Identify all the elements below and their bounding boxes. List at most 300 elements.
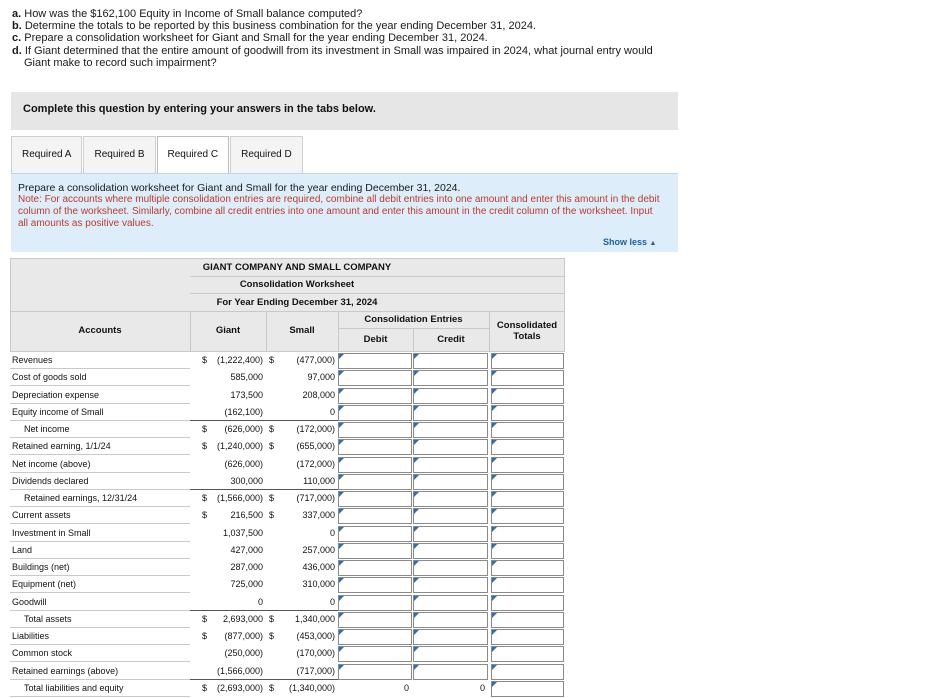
input-marker-icon — [339, 492, 344, 497]
col-small: Small — [289, 325, 315, 336]
credit-input[interactable] — [413, 526, 488, 542]
consolidated-total-input[interactable] — [491, 595, 564, 611]
input-marker-icon — [339, 561, 344, 566]
giant-cell — [190, 645, 266, 662]
giant-value: (2,693,000) — [216, 682, 263, 693]
table-row — [10, 576, 565, 593]
account-label: Dividends declared — [12, 475, 89, 486]
giant-value: 173,500 — [230, 389, 263, 400]
credit-input[interactable] — [413, 629, 488, 645]
small-value: (453,000) — [296, 631, 335, 641]
consolidated-total-input[interactable] — [491, 543, 564, 559]
debit-input[interactable] — [338, 664, 412, 680]
question-letter: b. — [12, 20, 22, 33]
small-value: (170,000) — [296, 648, 335, 659]
account-label: Net income (above) — [12, 458, 91, 469]
account-label: Land — [12, 544, 33, 555]
credit-input[interactable] — [413, 595, 488, 611]
account-cell — [10, 387, 190, 404]
small-cell — [266, 387, 338, 404]
table-row — [10, 680, 565, 697]
small-cell — [266, 542, 338, 559]
giant-cell — [190, 369, 266, 386]
tab-required-a[interactable]: Required A — [11, 136, 82, 173]
giant-cell — [190, 559, 266, 576]
credit-input[interactable] — [413, 543, 488, 559]
input-marker-icon — [414, 371, 419, 376]
input-marker-icon — [492, 527, 497, 532]
account-label: Retained earnings (above) — [12, 665, 119, 676]
debit-input[interactable] — [338, 405, 412, 421]
debit-input[interactable] — [338, 560, 412, 576]
giant-value: 216,500 — [230, 510, 263, 521]
giant-cell — [190, 473, 266, 490]
small-value: 257,000 — [302, 544, 335, 555]
account-cell — [10, 628, 190, 645]
tab-required-c[interactable]: Required C — [157, 136, 230, 173]
dollar-sign: $ — [202, 510, 208, 521]
small-cell — [266, 507, 338, 524]
giant-value: (877,000) — [224, 631, 263, 641]
tab-bar — [11, 136, 304, 173]
account-label: Equipment (net) — [12, 579, 77, 590]
input-marker-icon — [339, 406, 344, 411]
input-marker-icon — [414, 458, 419, 463]
question-letter: d. — [12, 44, 22, 57]
debit-input[interactable] — [338, 491, 412, 507]
input-marker-icon — [492, 544, 497, 549]
input-marker-icon — [492, 665, 497, 670]
account-label: Investment in Small — [12, 527, 91, 538]
input-marker-icon — [339, 578, 344, 583]
input-marker-icon — [414, 389, 419, 394]
giant-value: (1,240,000) — [216, 441, 263, 452]
consolidated-total-input[interactable] — [491, 508, 564, 524]
debit-input[interactable] — [338, 646, 412, 662]
banner-text: Complete this question by entering your answers in the tabs below. — [23, 103, 376, 115]
input-marker-icon — [339, 613, 344, 618]
credit-input[interactable] — [413, 560, 488, 576]
question-item — [12, 32, 912, 44]
input-marker-icon — [339, 544, 344, 549]
table-row — [10, 352, 565, 369]
dollar-sign: $ — [202, 613, 208, 624]
question-letter: a. — [12, 8, 22, 20]
table-row — [10, 473, 565, 490]
account-cell — [10, 559, 190, 576]
small-value: 1,340,000 — [294, 613, 335, 624]
consolidated-total-input[interactable] — [491, 526, 564, 542]
input-marker-icon — [414, 423, 419, 428]
question-text: If Giant determined that the entire amount of goodwill from its investment in Small was impaired in 2024, what journal entry would — [24, 44, 653, 57]
credit-input[interactable] — [413, 353, 488, 369]
account-label: Equity income of Small — [12, 406, 104, 417]
debit-input[interactable] — [338, 370, 412, 386]
question-letter: c. — [12, 32, 22, 45]
instructions-panel — [11, 173, 678, 252]
giant-cell — [190, 611, 266, 628]
credit-input[interactable] — [413, 474, 488, 490]
debit-input[interactable] — [338, 457, 412, 473]
small-cell — [266, 369, 338, 386]
input-marker-icon — [492, 509, 497, 514]
dollar-sign: $ — [202, 441, 208, 452]
debit-input[interactable] — [338, 422, 412, 438]
credit-input[interactable] — [413, 388, 488, 404]
dollar-sign: $ — [269, 493, 275, 503]
table-row — [10, 628, 565, 645]
table-row — [10, 421, 565, 438]
input-marker-icon — [339, 389, 344, 394]
small-value: 97,000 — [307, 372, 335, 383]
account-cell — [10, 525, 190, 542]
small-cell — [266, 680, 338, 697]
col-consolidated-label: Consolidated — [496, 320, 558, 331]
giant-cell — [190, 387, 266, 404]
instructions-note: Note: For accounts where multiple consolidation entries are required, combine all debit entries into one amount and enter this amount in the debit column of the worksheet. Similarly, combine all credit entries into one amount and enter this amount in the credit column of the worksheet. Input all amounts as positive values. — [18, 194, 660, 229]
worksheet-title-period: For Year Ending December 31, 2024 — [216, 297, 378, 308]
show-less-label: Show less — [603, 237, 648, 247]
small-value: 310,000 — [302, 579, 335, 590]
col-consolidation-entries: Consolidation Entries — [364, 314, 463, 325]
debit-input[interactable] — [338, 353, 412, 369]
credit-input[interactable] — [413, 508, 488, 524]
giant-cell — [190, 352, 266, 369]
input-marker-icon — [339, 647, 344, 652]
credit-input[interactable] — [413, 370, 488, 386]
table-row — [10, 507, 565, 524]
account-label: Total assets — [24, 613, 72, 624]
table-row — [10, 611, 565, 628]
table-row — [10, 456, 565, 473]
small-value: 110,000 — [303, 475, 335, 486]
credit-input[interactable] — [413, 612, 488, 628]
credit-input[interactable] — [413, 439, 488, 455]
consolidated-total-input[interactable] — [491, 646, 564, 662]
dollar-sign: $ — [202, 355, 208, 365]
small-value: 0 — [329, 596, 335, 607]
consolidated-total-input[interactable] — [491, 422, 564, 438]
consolidated-total-input[interactable] — [491, 577, 564, 593]
input-marker-icon — [414, 509, 419, 514]
giant-value: (1,566,000) — [216, 493, 263, 503]
giant-cell — [190, 594, 266, 611]
input-marker-icon — [414, 492, 419, 497]
account-label: Buildings (net) — [12, 562, 70, 572]
worksheet-title-company: GIANT COMPANY AND SMALL COMPANY — [202, 262, 392, 273]
giant-value: (250,000) — [224, 648, 263, 659]
consolidated-total-input[interactable] — [491, 629, 564, 645]
input-marker-icon — [414, 475, 419, 480]
consolidated-total-input[interactable] — [491, 664, 564, 680]
giant-cell — [190, 507, 266, 524]
input-marker-icon — [492, 561, 497, 566]
small-cell — [266, 352, 338, 369]
dollar-sign: $ — [269, 613, 275, 624]
consolidated-total-input[interactable] — [491, 474, 564, 490]
col-credit: Credit — [437, 334, 465, 345]
table-row — [10, 559, 565, 576]
account-label: Total liabilities and equity — [24, 682, 124, 693]
account-label: Goodwill — [12, 596, 47, 607]
account-label: Cost of goods sold — [12, 372, 87, 383]
col-totals-label: Totals — [513, 331, 541, 342]
giant-value: 300,000 — [230, 475, 263, 486]
account-label: Liabilities — [12, 631, 50, 641]
dollar-sign: $ — [202, 493, 208, 503]
credit-input[interactable] — [413, 646, 488, 662]
small-value: (477,000) — [296, 355, 335, 365]
consolidated-total-input[interactable] — [491, 439, 564, 455]
account-label: Retained earning, 1/1/24 — [12, 441, 111, 452]
input-marker-icon — [492, 440, 497, 445]
account-cell — [10, 663, 190, 680]
account-label: Common stock — [12, 648, 73, 659]
input-marker-icon — [339, 630, 344, 635]
credit-input[interactable] — [413, 422, 488, 438]
input-marker-icon — [492, 578, 497, 583]
credit-total-cell — [413, 680, 488, 697]
col-debit: Debit — [363, 334, 388, 345]
small-cell — [266, 473, 338, 490]
consolidated-total-input[interactable] — [491, 681, 564, 697]
giant-cell — [190, 542, 266, 559]
question-text-continued: Giant make to record such impairment? — [24, 56, 217, 69]
small-cell — [266, 559, 338, 576]
giant-value: (626,000) — [224, 458, 263, 469]
account-cell — [10, 576, 190, 593]
table-row — [10, 369, 565, 386]
input-marker-icon — [492, 458, 497, 463]
credit-total: 0 — [479, 682, 485, 693]
consolidated-total-input[interactable] — [491, 388, 564, 404]
question-item — [12, 20, 912, 32]
input-marker-icon — [339, 440, 344, 445]
dollar-sign: $ — [269, 631, 275, 641]
small-cell — [266, 456, 338, 473]
small-cell — [266, 404, 338, 421]
table-row — [10, 525, 565, 542]
input-marker-icon — [339, 596, 344, 601]
debit-input[interactable] — [338, 543, 412, 559]
small-cell — [266, 611, 338, 628]
question-text: Determine the totals to be reported by this business combination for the year ending December 31, 2024. — [24, 20, 537, 33]
col-consolidated-totals — [489, 320, 565, 342]
input-marker-icon — [339, 423, 344, 428]
giant-value: 725,000 — [230, 579, 263, 590]
account-cell — [10, 542, 190, 559]
giant-value: (162,100) — [224, 406, 263, 417]
small-value: (655,000) — [296, 441, 335, 452]
small-cell — [266, 628, 338, 645]
input-marker-icon — [414, 665, 419, 670]
debit-input[interactable] — [338, 629, 412, 645]
instructions-banner — [11, 92, 678, 130]
table-row — [10, 438, 565, 455]
small-value: 0 — [329, 527, 335, 538]
debit-total-cell — [338, 680, 412, 697]
input-marker-icon — [492, 354, 497, 359]
debit-input[interactable] — [338, 577, 412, 593]
account-cell — [10, 456, 190, 473]
table-row — [10, 404, 565, 421]
debit-input[interactable] — [338, 439, 412, 455]
input-marker-icon — [339, 509, 344, 514]
small-cell — [266, 663, 338, 680]
account-label: Retained earnings, 12/31/24 — [24, 493, 138, 503]
input-marker-icon — [339, 665, 344, 670]
table-row — [10, 542, 565, 559]
small-value: (172,000) — [296, 424, 335, 434]
input-marker-icon — [414, 578, 419, 583]
small-cell — [266, 438, 338, 455]
show-less-link[interactable] — [603, 237, 656, 247]
input-marker-icon — [492, 371, 497, 376]
dollar-sign: $ — [202, 424, 208, 434]
input-marker-icon — [414, 354, 419, 359]
giant-value: (1,566,000) — [216, 665, 263, 676]
small-value: (1,340,000) — [288, 682, 335, 693]
small-value: 337,000 — [302, 510, 335, 521]
input-marker-icon — [492, 682, 497, 687]
consolidated-total-input[interactable] — [491, 405, 564, 421]
giant-value: 1,037,500 — [222, 527, 263, 538]
account-cell — [10, 680, 190, 697]
debit-input[interactable] — [338, 595, 412, 611]
dollar-sign: $ — [202, 682, 208, 693]
account-label: Net income — [24, 424, 70, 434]
account-cell — [10, 490, 190, 507]
account-cell — [10, 352, 190, 369]
giant-cell — [190, 525, 266, 542]
giant-cell — [190, 490, 266, 507]
account-cell — [10, 645, 190, 662]
input-marker-icon — [414, 440, 419, 445]
giant-value: (1,222,400) — [216, 355, 263, 365]
small-cell — [266, 525, 338, 542]
input-marker-icon — [339, 458, 344, 463]
table-row — [10, 387, 565, 404]
table-row — [10, 663, 565, 680]
small-value: (717,000) — [296, 665, 335, 676]
credit-input[interactable] — [413, 491, 488, 507]
debit-input[interactable] — [338, 612, 412, 628]
account-cell — [10, 594, 190, 611]
col-giant: Giant — [215, 325, 241, 336]
dollar-sign: $ — [269, 355, 275, 365]
credit-input[interactable] — [413, 664, 488, 680]
giant-value: 585,000 — [230, 372, 263, 383]
dollar-sign: $ — [269, 510, 275, 521]
credit-input[interactable] — [413, 457, 488, 473]
input-marker-icon — [414, 630, 419, 635]
question-text: How was the $162,100 Equity in Income of Small balance computed? — [24, 8, 363, 20]
debit-input[interactable] — [338, 526, 412, 542]
dollar-sign: $ — [269, 424, 275, 434]
input-marker-icon — [414, 544, 419, 549]
table-row — [10, 645, 565, 662]
small-cell — [266, 645, 338, 662]
small-value: (172,000) — [296, 458, 335, 469]
giant-value: 287,000 — [230, 562, 263, 572]
consolidated-total-input[interactable] — [491, 457, 564, 473]
giant-cell — [190, 680, 266, 697]
giant-value: (626,000) — [224, 424, 263, 434]
tab-required-b[interactable]: Required B — [83, 136, 155, 173]
tab-required-d[interactable]: Required D — [230, 136, 303, 173]
giant-cell — [190, 663, 266, 680]
account-label: Current assets — [12, 510, 71, 521]
consolidation-worksheet — [10, 258, 565, 698]
question-item — [12, 45, 912, 57]
consolidated-total-input[interactable] — [491, 353, 564, 369]
caret-up-icon: ▲ — [649, 240, 657, 247]
account-cell — [10, 369, 190, 386]
instructions-main: Prepare a consolidation worksheet for Giant and Small for the year ending December 31, 2024. — [18, 182, 461, 194]
input-marker-icon — [492, 406, 497, 411]
input-marker-icon — [339, 371, 344, 376]
account-cell — [10, 473, 190, 490]
giant-cell — [190, 438, 266, 455]
account-label: Depreciation expense — [12, 389, 100, 400]
input-marker-icon — [492, 389, 497, 394]
col-accounts: Accounts — [78, 325, 122, 336]
giant-value: 0 — [257, 596, 263, 607]
account-cell — [10, 404, 190, 421]
small-value: 0 — [329, 406, 335, 417]
credit-input[interactable] — [413, 405, 488, 421]
giant-cell — [190, 576, 266, 593]
giant-cell — [190, 404, 266, 421]
input-marker-icon — [492, 630, 497, 635]
input-marker-icon — [339, 475, 344, 480]
question-text: Prepare a consolidation worksheet for Giant and Small for the year ending December 31, 2024. — [24, 32, 488, 45]
account-cell — [10, 507, 190, 524]
consolidated-total-input[interactable] — [491, 370, 564, 386]
credit-input[interactable] — [413, 577, 488, 593]
input-marker-icon — [414, 647, 419, 652]
small-value: (717,000) — [296, 493, 335, 503]
giant-value: 2,693,000 — [222, 613, 263, 624]
debit-input[interactable] — [338, 474, 412, 490]
input-marker-icon — [414, 596, 419, 601]
consolidated-total-input[interactable] — [491, 612, 564, 628]
consolidated-total-input[interactable] — [491, 560, 564, 576]
input-marker-icon — [492, 423, 497, 428]
input-marker-icon — [339, 527, 344, 532]
giant-value: 427,000 — [230, 544, 263, 555]
giant-cell — [190, 456, 266, 473]
question-item — [12, 8, 912, 20]
worksheet-title-name: Consolidation Worksheet — [239, 279, 355, 290]
input-marker-icon — [492, 613, 497, 618]
dollar-sign: $ — [202, 631, 208, 641]
small-cell — [266, 421, 338, 438]
table-row — [10, 490, 565, 507]
small-cell — [266, 576, 338, 593]
table-row — [10, 594, 565, 611]
giant-cell — [190, 421, 266, 438]
input-marker-icon — [339, 354, 344, 359]
input-marker-icon — [414, 561, 419, 566]
consolidated-total-input[interactable] — [491, 491, 564, 507]
small-value: 436,000 — [302, 562, 335, 572]
debit-input[interactable] — [338, 508, 412, 524]
account-cell — [10, 611, 190, 628]
giant-cell — [190, 628, 266, 645]
small-value: 208,000 — [302, 389, 335, 400]
debit-input[interactable] — [338, 388, 412, 404]
